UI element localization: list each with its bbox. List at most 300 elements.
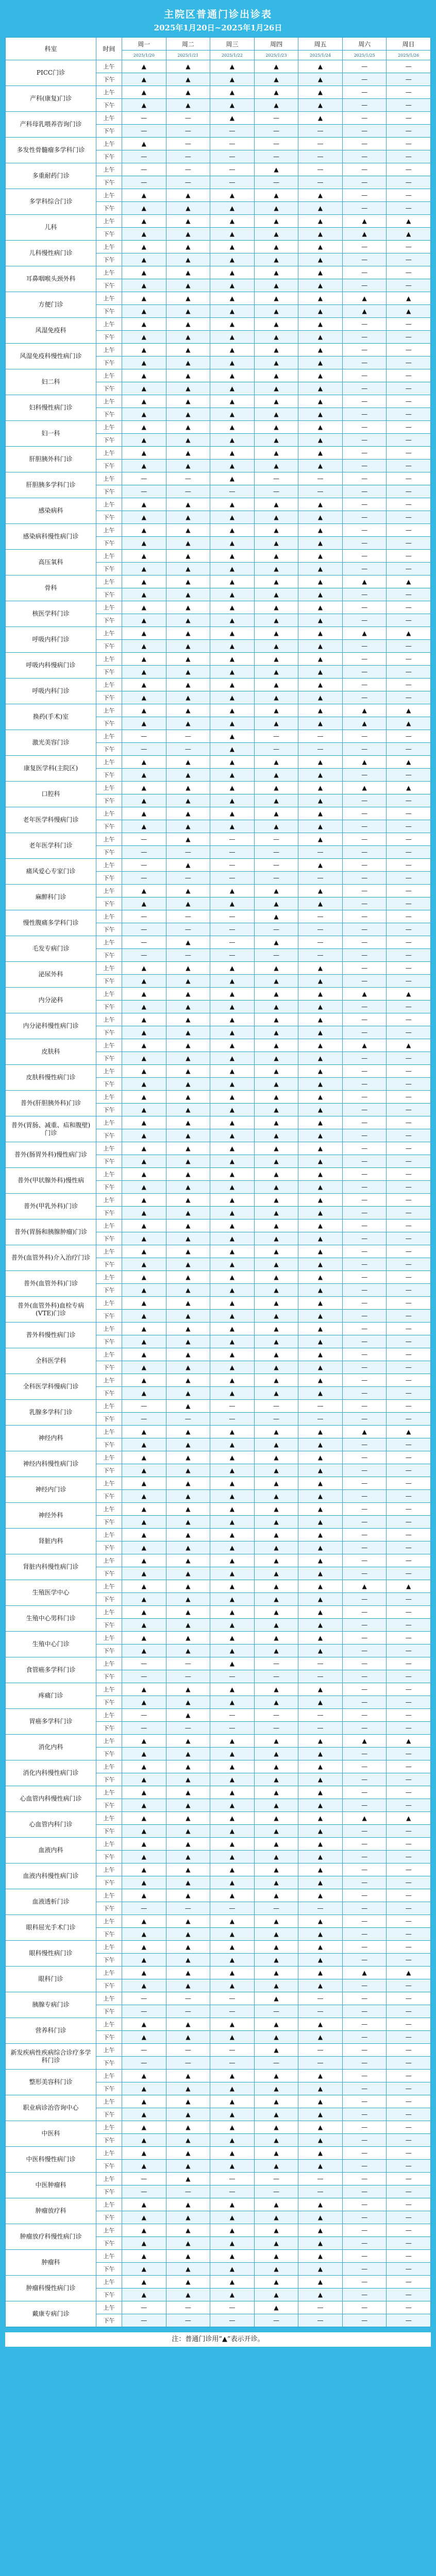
open-mark: ▲ bbox=[166, 292, 210, 305]
table-row bbox=[6, 472, 431, 485]
open-mark: ▲ bbox=[122, 756, 166, 769]
open-mark: ▲ bbox=[210, 511, 255, 524]
closed-mark: — bbox=[387, 511, 431, 524]
open-mark: ▲ bbox=[254, 253, 298, 266]
closed-mark: — bbox=[298, 138, 343, 150]
open-mark: ▲ bbox=[210, 1941, 255, 1954]
open-mark: ▲ bbox=[254, 1979, 298, 1992]
open-mark: ▲ bbox=[210, 614, 255, 627]
afternoon-label: 下午 bbox=[96, 485, 122, 498]
open-mark: ▲ bbox=[298, 1335, 343, 1348]
afternoon-label: 下午 bbox=[96, 1645, 122, 1657]
open-mark: ▲ bbox=[166, 679, 210, 691]
open-mark: ▲ bbox=[210, 1876, 255, 1889]
open-mark: ▲ bbox=[122, 1297, 166, 1310]
table-row bbox=[6, 885, 431, 897]
open-mark: ▲ bbox=[166, 1451, 210, 1464]
open-mark: ▲ bbox=[254, 1194, 298, 1207]
afternoon-label: 下午 bbox=[96, 2108, 122, 2121]
closed-mark: — bbox=[387, 1876, 431, 1889]
open-mark: ▲ bbox=[122, 666, 166, 679]
open-mark: ▲ bbox=[298, 1168, 343, 1181]
open-mark: ▲ bbox=[166, 1915, 210, 1928]
open-mark: ▲ bbox=[254, 1554, 298, 1567]
afternoon-label: 下午 bbox=[96, 1232, 122, 1245]
open-mark: ▲ bbox=[122, 1258, 166, 1271]
open-mark: ▲ bbox=[298, 2250, 343, 2263]
closed-mark: — bbox=[387, 1361, 431, 1374]
dept-name: 普外(肝胆胰外科)门诊 bbox=[6, 1091, 96, 1116]
open-mark: ▲ bbox=[254, 511, 298, 524]
closed-mark: — bbox=[166, 949, 210, 962]
closed-mark: — bbox=[342, 369, 387, 382]
open-mark: ▲ bbox=[254, 331, 298, 344]
closed-mark: — bbox=[254, 1657, 298, 1670]
open-mark: ▲ bbox=[210, 666, 255, 679]
closed-mark: — bbox=[122, 150, 166, 163]
table-row bbox=[6, 601, 431, 614]
afternoon-label: 下午 bbox=[96, 2211, 122, 2224]
open-mark: ▲ bbox=[254, 756, 298, 769]
dept-name: 呼吸内科门诊 bbox=[6, 679, 96, 704]
open-mark: ▲ bbox=[254, 357, 298, 369]
morning-label: 上午 bbox=[96, 704, 122, 717]
open-mark: ▲ bbox=[254, 537, 298, 550]
open-mark: ▲ bbox=[298, 962, 343, 975]
open-mark: ▲ bbox=[210, 1851, 255, 1863]
open-mark: ▲ bbox=[166, 2031, 210, 2044]
open-mark: ▲ bbox=[210, 1013, 255, 1026]
closed-mark: — bbox=[342, 885, 387, 897]
open-mark: ▲ bbox=[254, 975, 298, 988]
open-mark: ▲ bbox=[166, 717, 210, 730]
closed-mark: — bbox=[387, 1438, 431, 1451]
open-mark: ▲ bbox=[166, 1696, 210, 1709]
open-mark: ▲ bbox=[210, 2134, 255, 2147]
table-row bbox=[6, 2147, 431, 2160]
open-mark: ▲ bbox=[166, 691, 210, 704]
open-mark: ▲ bbox=[254, 2276, 298, 2289]
closed-mark: — bbox=[122, 1657, 166, 1670]
dept-name: 眼科屈光手术门诊 bbox=[6, 1915, 96, 1941]
morning-label: 上午 bbox=[96, 498, 122, 511]
open-mark: ▲ bbox=[254, 2108, 298, 2121]
open-mark: ▲ bbox=[122, 1928, 166, 1941]
closed-mark: — bbox=[342, 1516, 387, 1529]
open-mark: ▲ bbox=[298, 2095, 343, 2108]
open-mark: ▲ bbox=[210, 215, 255, 228]
dept-name: 核医学科门诊 bbox=[6, 601, 96, 627]
closed-mark: — bbox=[387, 2314, 431, 2327]
open-mark: ▲ bbox=[298, 1013, 343, 1026]
dept-name: 皮肤科 bbox=[6, 1039, 96, 1065]
open-mark: ▲ bbox=[122, 2250, 166, 2263]
open-mark: ▲ bbox=[254, 1529, 298, 1541]
dept-name: 内分泌科慢性病门诊 bbox=[6, 1013, 96, 1039]
open-mark: ▲ bbox=[166, 215, 210, 228]
open-mark: ▲ bbox=[210, 769, 255, 782]
closed-mark: — bbox=[254, 112, 298, 125]
afternoon-label: 下午 bbox=[96, 1902, 122, 1915]
open-mark: ▲ bbox=[254, 2301, 298, 2314]
open-mark: ▲ bbox=[166, 1438, 210, 1451]
open-mark: ▲ bbox=[342, 292, 387, 305]
open-mark: ▲ bbox=[166, 1013, 210, 1026]
open-mark: ▲ bbox=[166, 1967, 210, 1979]
closed-mark: — bbox=[342, 614, 387, 627]
closed-mark: — bbox=[166, 1722, 210, 1735]
morning-label: 上午 bbox=[96, 2044, 122, 2057]
afternoon-label: 下午 bbox=[96, 2263, 122, 2276]
closed-mark: — bbox=[342, 949, 387, 962]
closed-mark: — bbox=[342, 1091, 387, 1104]
closed-mark: — bbox=[387, 1091, 431, 1104]
closed-mark: — bbox=[166, 150, 210, 163]
open-mark: ▲ bbox=[166, 1619, 210, 1632]
open-mark: ▲ bbox=[254, 614, 298, 627]
morning-label: 上午 bbox=[96, 1091, 122, 1104]
open-mark: ▲ bbox=[122, 447, 166, 460]
closed-mark: — bbox=[387, 1529, 431, 1541]
open-mark: ▲ bbox=[298, 588, 343, 601]
dept-name: 骨科 bbox=[6, 575, 96, 601]
closed-mark: — bbox=[166, 846, 210, 859]
closed-mark: — bbox=[387, 524, 431, 537]
dept-name: 高压氧科 bbox=[6, 550, 96, 575]
closed-mark: — bbox=[166, 2185, 210, 2198]
closed-mark: — bbox=[342, 1619, 387, 1632]
open-mark: ▲ bbox=[166, 588, 210, 601]
open-mark: ▲ bbox=[298, 2224, 343, 2237]
open-mark: ▲ bbox=[166, 1181, 210, 1194]
open-mark: ▲ bbox=[254, 1838, 298, 1851]
closed-mark: — bbox=[387, 1941, 431, 1954]
open-mark: ▲ bbox=[298, 1129, 343, 1142]
closed-mark: — bbox=[166, 138, 210, 150]
open-mark: ▲ bbox=[122, 601, 166, 614]
open-mark: ▲ bbox=[254, 807, 298, 820]
morning-label: 上午 bbox=[96, 1323, 122, 1335]
open-mark: ▲ bbox=[298, 1477, 343, 1490]
open-mark: ▲ bbox=[298, 2082, 343, 2095]
open-mark: ▲ bbox=[166, 1361, 210, 1374]
open-mark: ▲ bbox=[166, 988, 210, 1001]
dept-name: 普外(甲乳外科)门诊 bbox=[6, 1194, 96, 1219]
open-mark: ▲ bbox=[122, 653, 166, 666]
closed-mark: — bbox=[387, 202, 431, 215]
open-mark: ▲ bbox=[210, 1928, 255, 1941]
open-mark: ▲ bbox=[298, 1593, 343, 1606]
table-row bbox=[6, 1683, 431, 1696]
open-mark: ▲ bbox=[210, 1889, 255, 1902]
closed-mark: — bbox=[387, 408, 431, 421]
open-mark: ▲ bbox=[122, 679, 166, 691]
afternoon-label: 下午 bbox=[96, 1696, 122, 1709]
closed-mark: — bbox=[342, 910, 387, 923]
dept-name: 妇科慢性病门诊 bbox=[6, 395, 96, 421]
open-mark: ▲ bbox=[166, 2108, 210, 2121]
open-mark: ▲ bbox=[210, 1580, 255, 1593]
open-mark: ▲ bbox=[298, 1735, 343, 1748]
closed-mark: — bbox=[387, 2173, 431, 2185]
closed-mark: — bbox=[342, 1851, 387, 1863]
afternoon-label: 下午 bbox=[96, 1722, 122, 1735]
table-row bbox=[6, 936, 431, 949]
closed-mark: — bbox=[342, 2160, 387, 2173]
open-mark: ▲ bbox=[254, 266, 298, 279]
closed-mark: — bbox=[342, 2070, 387, 2082]
closed-mark: — bbox=[387, 1670, 431, 1683]
closed-mark: — bbox=[342, 408, 387, 421]
open-mark: ▲ bbox=[254, 1426, 298, 1438]
table-row bbox=[6, 1116, 431, 1129]
closed-mark: — bbox=[387, 1013, 431, 1026]
open-mark: ▲ bbox=[298, 988, 343, 1001]
open-mark: ▲ bbox=[210, 447, 255, 460]
closed-mark: — bbox=[210, 485, 255, 498]
open-mark: ▲ bbox=[298, 421, 343, 434]
closed-mark: — bbox=[122, 125, 166, 138]
afternoon-label: 下午 bbox=[96, 1876, 122, 1889]
open-mark: ▲ bbox=[254, 1013, 298, 1026]
dept-name: 神经内门诊 bbox=[6, 1477, 96, 1503]
open-mark: ▲ bbox=[298, 1323, 343, 1335]
closed-mark: — bbox=[387, 1490, 431, 1503]
dept-name: 肝胆胰外科门诊 bbox=[6, 447, 96, 472]
closed-mark: — bbox=[387, 1541, 431, 1554]
open-mark: ▲ bbox=[166, 1194, 210, 1207]
open-mark: ▲ bbox=[210, 1438, 255, 1451]
closed-mark: — bbox=[342, 524, 387, 537]
dept-name: 普外(血管外科)门诊 bbox=[6, 1271, 96, 1297]
closed-mark: — bbox=[387, 2134, 431, 2147]
open-mark: ▲ bbox=[254, 2121, 298, 2134]
closed-mark: — bbox=[387, 1799, 431, 1812]
dept-name: 产科(康复)门诊 bbox=[6, 86, 96, 112]
afternoon-label: 下午 bbox=[96, 1284, 122, 1297]
closed-mark: — bbox=[342, 1554, 387, 1567]
open-mark: ▲ bbox=[210, 202, 255, 215]
open-mark: ▲ bbox=[298, 1529, 343, 1541]
morning-label: 上午 bbox=[96, 1812, 122, 1825]
morning-label: 上午 bbox=[96, 1219, 122, 1232]
open-mark: ▲ bbox=[166, 627, 210, 640]
table-row bbox=[6, 318, 431, 331]
closed-mark: — bbox=[387, 2160, 431, 2173]
open-mark: ▲ bbox=[298, 447, 343, 460]
open-mark: ▲ bbox=[122, 1632, 166, 1645]
closed-mark: — bbox=[387, 150, 431, 163]
closed-mark: — bbox=[210, 1992, 255, 2005]
closed-mark: — bbox=[342, 1258, 387, 1271]
closed-mark: — bbox=[387, 138, 431, 150]
open-mark: ▲ bbox=[210, 1219, 255, 1232]
open-mark: ▲ bbox=[342, 988, 387, 1001]
open-mark: ▲ bbox=[122, 2031, 166, 2044]
closed-mark: — bbox=[122, 2173, 166, 2185]
open-mark: ▲ bbox=[298, 807, 343, 820]
open-mark: ▲ bbox=[254, 60, 298, 73]
closed-mark: — bbox=[342, 1245, 387, 1258]
dept-name: 多重耐药门诊 bbox=[6, 163, 96, 189]
open-mark: ▲ bbox=[254, 666, 298, 679]
open-mark: ▲ bbox=[254, 382, 298, 395]
open-mark: ▲ bbox=[254, 1026, 298, 1039]
open-mark: ▲ bbox=[210, 305, 255, 318]
closed-mark: — bbox=[254, 743, 298, 756]
open-mark: ▲ bbox=[166, 1773, 210, 1786]
closed-mark: — bbox=[210, 2005, 255, 2018]
closed-mark: — bbox=[387, 1863, 431, 1876]
open-mark: ▲ bbox=[122, 1915, 166, 1928]
open-mark: ▲ bbox=[298, 691, 343, 704]
open-mark: ▲ bbox=[342, 215, 387, 228]
open-mark: ▲ bbox=[210, 1181, 255, 1194]
open-mark: ▲ bbox=[210, 266, 255, 279]
open-mark: ▲ bbox=[254, 228, 298, 241]
open-mark: ▲ bbox=[122, 1001, 166, 1013]
closed-mark: — bbox=[342, 1979, 387, 1992]
open-mark: ▲ bbox=[210, 1207, 255, 1219]
open-mark: ▲ bbox=[387, 988, 431, 1001]
closed-mark: — bbox=[254, 872, 298, 885]
dept-name: 普外(甲状腺外科)慢性病 bbox=[6, 1168, 96, 1194]
closed-mark: — bbox=[166, 2005, 210, 2018]
open-mark: ▲ bbox=[298, 2134, 343, 2147]
closed-mark: — bbox=[342, 2044, 387, 2057]
closed-mark: — bbox=[342, 2198, 387, 2211]
open-mark: ▲ bbox=[254, 1863, 298, 1876]
open-mark: ▲ bbox=[254, 1232, 298, 1245]
open-mark: ▲ bbox=[210, 975, 255, 988]
closed-mark: — bbox=[387, 1567, 431, 1580]
morning-label: 上午 bbox=[96, 1503, 122, 1516]
closed-mark: — bbox=[387, 1593, 431, 1606]
dept-name: 疼痛门诊 bbox=[6, 1683, 96, 1709]
morning-label: 上午 bbox=[96, 1657, 122, 1670]
open-mark: ▲ bbox=[254, 344, 298, 357]
afternoon-label: 下午 bbox=[96, 1387, 122, 1400]
closed-mark: — bbox=[342, 125, 387, 138]
open-mark: ▲ bbox=[122, 86, 166, 99]
open-mark: ▲ bbox=[254, 1387, 298, 1400]
open-mark: ▲ bbox=[298, 1116, 343, 1129]
open-mark: ▲ bbox=[122, 885, 166, 897]
open-mark: ▲ bbox=[210, 1348, 255, 1361]
open-mark: ▲ bbox=[210, 1104, 255, 1116]
closed-mark: — bbox=[342, 1181, 387, 1194]
open-mark: ▲ bbox=[210, 1541, 255, 1554]
closed-mark: — bbox=[342, 1168, 387, 1181]
open-mark: ▲ bbox=[122, 550, 166, 563]
table-row bbox=[6, 962, 431, 975]
open-mark: ▲ bbox=[254, 1245, 298, 1258]
open-mark: ▲ bbox=[298, 408, 343, 421]
closed-mark: — bbox=[387, 2198, 431, 2211]
open-mark: ▲ bbox=[210, 1696, 255, 1709]
open-mark: ▲ bbox=[254, 1941, 298, 1954]
closed-mark: — bbox=[387, 1645, 431, 1657]
dept-name: 心血管内科门诊 bbox=[6, 1812, 96, 1838]
dept-name: 新发疾病性疾病综合诊疗多学科门诊 bbox=[6, 2044, 96, 2070]
morning-label: 上午 bbox=[96, 1529, 122, 1541]
open-mark: ▲ bbox=[166, 1606, 210, 1619]
table-row bbox=[6, 112, 431, 125]
closed-mark: — bbox=[342, 1374, 387, 1387]
table-row bbox=[6, 704, 431, 717]
morning-label: 上午 bbox=[96, 163, 122, 176]
open-mark: ▲ bbox=[254, 1065, 298, 1078]
open-mark: ▲ bbox=[166, 820, 210, 833]
open-mark: ▲ bbox=[254, 1748, 298, 1760]
open-mark: ▲ bbox=[122, 717, 166, 730]
closed-mark: — bbox=[342, 1915, 387, 1928]
open-mark: ▲ bbox=[122, 2276, 166, 2289]
open-mark: ▲ bbox=[210, 1039, 255, 1052]
closed-mark: — bbox=[210, 1400, 255, 1413]
open-mark: ▲ bbox=[254, 460, 298, 472]
closed-mark: — bbox=[342, 1632, 387, 1645]
open-mark: ▲ bbox=[166, 1091, 210, 1104]
closed-mark: — bbox=[342, 2134, 387, 2147]
open-mark: ▲ bbox=[298, 1232, 343, 1245]
open-mark: ▲ bbox=[166, 1516, 210, 1529]
morning-label: 上午 bbox=[96, 1889, 122, 1902]
table-row bbox=[6, 807, 431, 820]
open-mark: ▲ bbox=[166, 1335, 210, 1348]
open-mark: ▲ bbox=[122, 1516, 166, 1529]
open-mark: ▲ bbox=[210, 228, 255, 241]
dept-name: 激光美容门诊 bbox=[6, 730, 96, 756]
closed-mark: — bbox=[342, 357, 387, 369]
closed-mark: — bbox=[387, 1632, 431, 1645]
closed-mark: — bbox=[210, 923, 255, 936]
open-mark: ▲ bbox=[122, 691, 166, 704]
closed-mark: — bbox=[342, 2095, 387, 2108]
open-mark: ▲ bbox=[122, 1232, 166, 1245]
dept-name: 多发性骨髓瘤多学科门诊 bbox=[6, 138, 96, 163]
open-mark: ▲ bbox=[254, 1104, 298, 1116]
open-mark: ▲ bbox=[122, 1284, 166, 1297]
dept-name: 普外(胃肠、减重、疝和腹壁)门诊 bbox=[6, 1116, 96, 1142]
closed-mark: — bbox=[342, 730, 387, 743]
closed-mark: — bbox=[342, 163, 387, 176]
closed-mark: — bbox=[387, 1825, 431, 1838]
table-row bbox=[6, 292, 431, 305]
open-mark: ▲ bbox=[122, 344, 166, 357]
afternoon-label: 下午 bbox=[96, 1310, 122, 1323]
open-mark: ▲ bbox=[166, 2276, 210, 2289]
open-mark: ▲ bbox=[166, 434, 210, 447]
open-mark: ▲ bbox=[298, 640, 343, 653]
open-mark: ▲ bbox=[166, 1039, 210, 1052]
table-row bbox=[6, 2121, 431, 2134]
closed-mark: — bbox=[254, 859, 298, 872]
afternoon-label: 下午 bbox=[96, 1258, 122, 1271]
closed-mark: — bbox=[387, 472, 431, 485]
open-mark: ▲ bbox=[210, 2018, 255, 2031]
closed-mark: — bbox=[342, 1155, 387, 1168]
open-mark: ▲ bbox=[298, 2276, 343, 2289]
closed-mark: — bbox=[342, 1297, 387, 1310]
open-mark: ▲ bbox=[298, 627, 343, 640]
open-mark: ▲ bbox=[122, 408, 166, 421]
open-mark: ▲ bbox=[122, 614, 166, 627]
afternoon-label: 下午 bbox=[96, 2031, 122, 2044]
header-time: 时间 bbox=[96, 38, 122, 60]
closed-mark: — bbox=[387, 1619, 431, 1632]
open-mark: ▲ bbox=[122, 1967, 166, 1979]
